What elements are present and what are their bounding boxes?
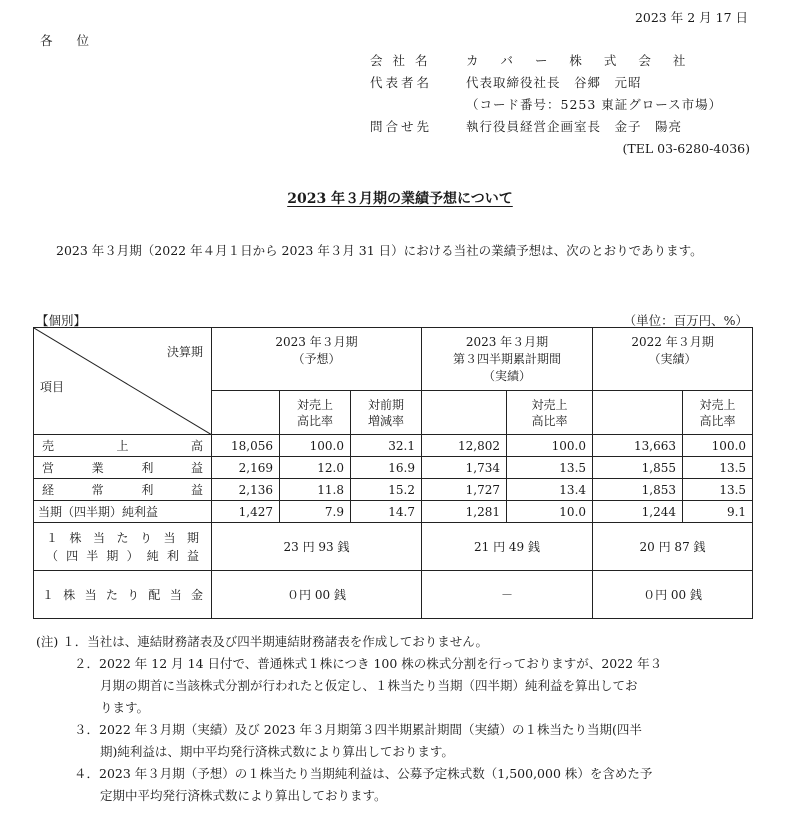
cell: 12.0 bbox=[280, 457, 351, 479]
note-4: ４．2023 年３月期（予想）の１株当たり当期純利益は、公募予定株式数（1,500,000 株）を含めた予 bbox=[74, 766, 653, 781]
addressee: 各 位 bbox=[40, 33, 99, 48]
cell: － bbox=[422, 571, 593, 619]
intro-paragraph: 2023 年３月期（2022 年４月１日から 2023 年３月 31 日）における当社の業績予想は、次のとおりであります。 bbox=[56, 243, 703, 258]
row-label: 売 上 高 bbox=[34, 435, 212, 457]
row-label: 経 常 利 益 bbox=[34, 479, 212, 501]
stock-code: （コード番号：5253 東証グロース市場） bbox=[466, 97, 723, 112]
company-name: カ バ ー 株 式 会 社 bbox=[466, 53, 695, 68]
table-tag: 【個別】 bbox=[36, 313, 87, 328]
table-row bbox=[34, 435, 753, 457]
table-row-eps bbox=[34, 523, 753, 571]
table-corner bbox=[34, 328, 212, 435]
subheader-ratio: 対売上 高比率 bbox=[507, 391, 593, 435]
cell: 13,663 bbox=[593, 435, 683, 457]
cell: 13.4 bbox=[507, 479, 593, 501]
cell: 100.0 bbox=[280, 435, 351, 457]
cell: ０円 00 銭 bbox=[593, 571, 753, 619]
cell: 100.0 bbox=[683, 435, 753, 457]
cell: 21 円 49 銭 bbox=[422, 523, 593, 571]
subheader-ratio: 対売上 高比率 bbox=[280, 391, 351, 435]
notes: (注) １．当社は、連結財務諸表及び四半期連結財務諸表を作成しておりません。 ２．2022 年 12 月 14 日付で、普通株式１株につき 100 株の株式分割を行っておりますが、2022 年３ 月期の期首に当該株式分割が行われたと仮定し、１株当たり当期（四半期）純利益を算出してお ります。 ３．2022 年３月期（実績）及び 2023 年３月期第３四半期累計期間（実績）の１株当たり当期(四半 期)純利益は、期中平均発行済株式数により算出しております。 ４．2023 年３月期（予想）の１株当たり当期純利益は、公募予定株式数（1,500,000 株）を含めた予 定期中平均発行済株式数により算出しております。 bbox=[36, 631, 662, 807]
period-header-q3: 2023 年３月期 第３四半期累計期間 （実績） bbox=[422, 328, 593, 391]
cell: 15.2 bbox=[351, 479, 422, 501]
company-label: 会 社 名 bbox=[370, 53, 431, 68]
cell: 9.1 bbox=[683, 501, 753, 523]
forecast-table bbox=[33, 327, 753, 619]
cell: 1,853 bbox=[593, 479, 683, 501]
subheader-ratio: 対売上 高比率 bbox=[683, 391, 753, 435]
row-label: 営 業 利 益 bbox=[34, 457, 212, 479]
cell: 1,727 bbox=[422, 479, 507, 501]
representative-name: 代表取締役社長 谷郷 元昭 bbox=[466, 75, 642, 90]
table-row bbox=[34, 479, 753, 501]
cell: 12,802 bbox=[422, 435, 507, 457]
row-label: １株当たり当期 （四半期）純利益 bbox=[34, 523, 212, 571]
cell: 2,169 bbox=[212, 457, 280, 479]
note-1: (注) １．当社は、連結財務諸表及び四半期連結財務諸表を作成しておりません。 bbox=[36, 634, 488, 649]
cell: 14.7 bbox=[351, 501, 422, 523]
cell: 13.5 bbox=[683, 479, 753, 501]
cell: 100.0 bbox=[507, 435, 593, 457]
contact-tel: (TEL 03-6280-4036) bbox=[622, 141, 750, 156]
period-header-prior: 2022 年３月期 （実績） bbox=[593, 328, 753, 391]
cell: ０円 00 銭 bbox=[212, 571, 422, 619]
document-date: 2023 年 2 月 17 日 bbox=[634, 10, 748, 25]
cell: 1,244 bbox=[593, 501, 683, 523]
document-title: 2023 年３月期の業績予想について bbox=[287, 191, 513, 207]
issuer-block bbox=[370, 50, 750, 160]
cell: 13.5 bbox=[683, 457, 753, 479]
cell: 20 円 87 銭 bbox=[593, 523, 753, 571]
note-2: ２．2022 年 12 月 14 日付で、普通株式１株につき 100 株の株式分割を行っておりますが、2022 年３ bbox=[74, 656, 663, 671]
cell: 11.8 bbox=[280, 479, 351, 501]
contact-person: 執行役員経営企画室長 金子 陽亮 bbox=[466, 119, 683, 134]
cell: 16.9 bbox=[351, 457, 422, 479]
corner-period-label: 決算期 bbox=[166, 345, 203, 359]
representative-label: 代表者名 bbox=[370, 75, 433, 90]
cell: 10.0 bbox=[507, 501, 593, 523]
cell: 23 円 93 銭 bbox=[212, 523, 422, 571]
cell: 13.5 bbox=[507, 457, 593, 479]
cell: 1,281 bbox=[422, 501, 507, 523]
cell: 18,056 bbox=[212, 435, 280, 457]
table-row bbox=[34, 457, 753, 479]
cell: 2,136 bbox=[212, 479, 280, 501]
cell: 1,855 bbox=[593, 457, 683, 479]
contact-label: 問合せ先 bbox=[370, 119, 433, 134]
table-row-dps bbox=[34, 571, 753, 619]
corner-item-label: 項目 bbox=[40, 380, 65, 394]
period-header-forecast: 2023 年３月期 （予想） bbox=[212, 328, 422, 391]
unit-note: （単位：百万円、%） bbox=[623, 313, 748, 328]
cell: 1,427 bbox=[212, 501, 280, 523]
subheader-growth: 対前期 増減率 bbox=[351, 391, 422, 435]
row-label: １株当たり配当金 bbox=[34, 571, 212, 619]
cell: 7.9 bbox=[280, 501, 351, 523]
table-row bbox=[34, 501, 753, 523]
note-3: ３．2022 年３月期（実績）及び 2023 年３月期第３四半期累計期間（実績）の１株当たり当期(四半 bbox=[74, 722, 642, 737]
row-label: 当期（四半期）純利益 bbox=[34, 501, 212, 523]
cell: 32.1 bbox=[351, 435, 422, 457]
cell: 1,734 bbox=[422, 457, 507, 479]
